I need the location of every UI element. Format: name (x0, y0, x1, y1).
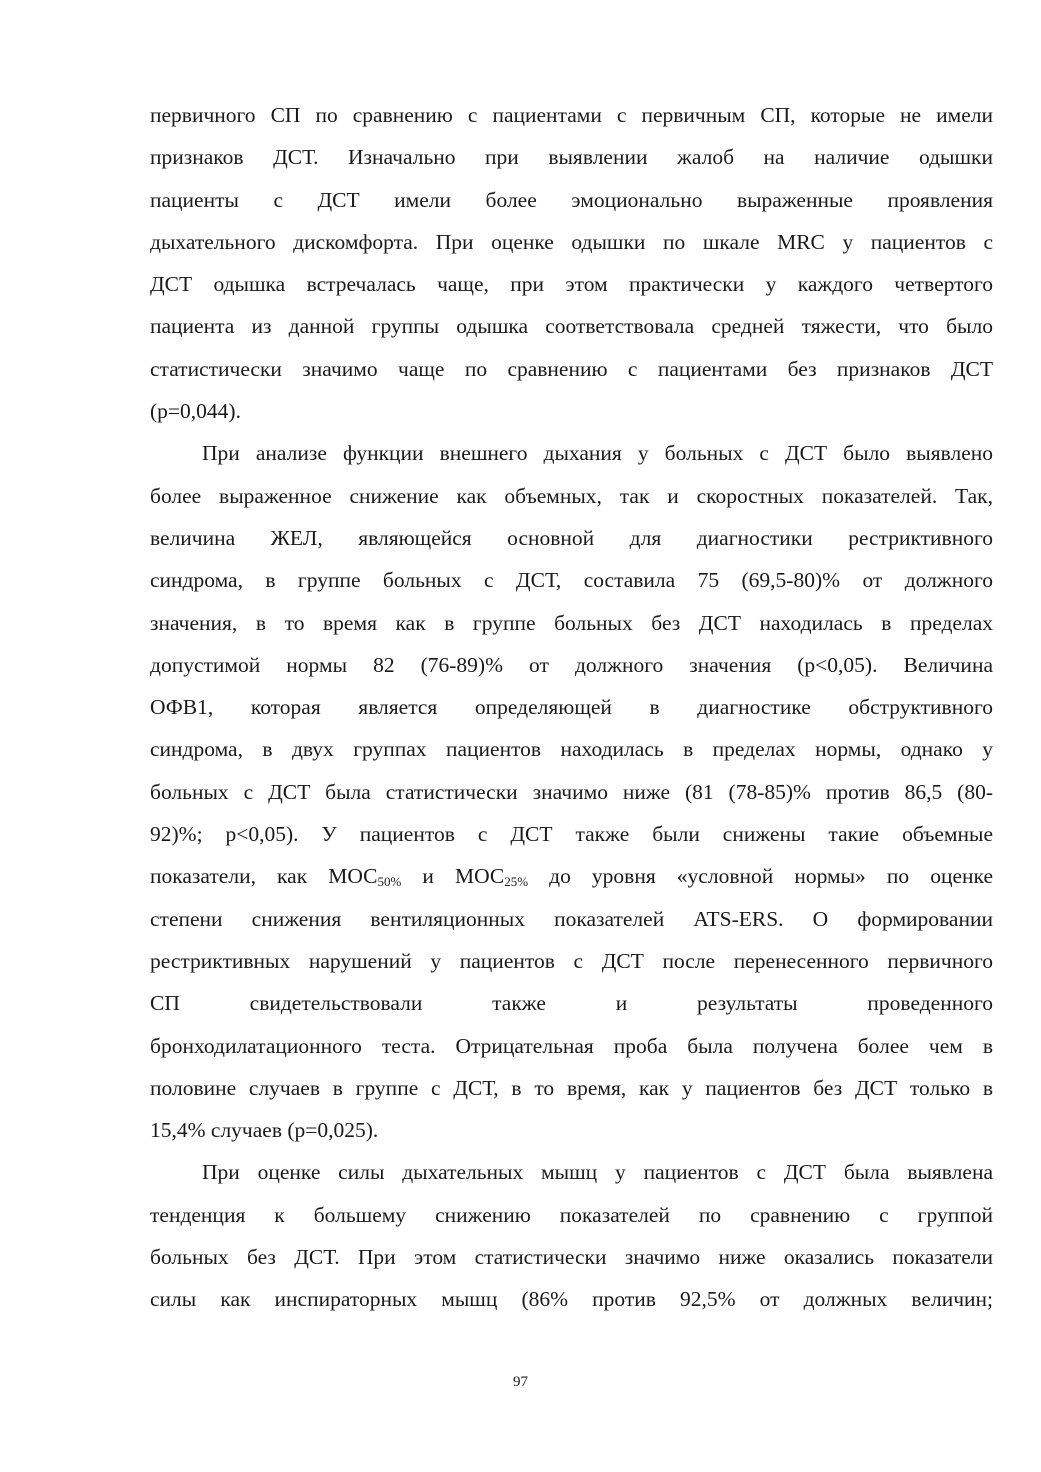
text-line: ОФВ1, которая является определяющей в диагностике обструктивного (150, 695, 993, 720)
subscript: 25% (504, 874, 529, 890)
text-line: признаков ДСТ. Изначально при выявлении жалоб на наличие одышки (150, 145, 993, 170)
text-line: первичного СП по сравнению с пациентами с первичным СП, которые не имели (150, 103, 993, 127)
text-segment: до уровня «условной нормы» по оценке (528, 864, 993, 889)
text-line: 92)%; p<0,05). У пациентов с ДСТ также были снижены такие объемные (150, 822, 993, 847)
text-segment: и МОС (401, 864, 505, 889)
text-line: синдрома, в двух группах пациентов находилась в пределах нормы, однако у (150, 737, 993, 762)
text-line: СП свидетельствовали также и результаты проведенного (150, 991, 993, 1016)
text-line: рестриктивных нарушений у пациентов с ДСТ после перенесенного первичного (150, 948, 993, 973)
text-line: бронходилатационного теста. Отрицательная проба была получена более чем в (150, 1033, 993, 1058)
text-line: статистически значимо чаще по сравнению с пациентами без признаков ДСТ (150, 356, 993, 381)
text-line: дыхательного дискомфорта. При оценке одышки по шкале MRC у пациентов с (150, 229, 993, 254)
text-line: больных с ДСТ была статистически значимо ниже (81 (78-85)% против 86,5 (80- (150, 779, 993, 804)
text-line: При анализе функции внешнего дыхания у больных с ДСТ было выявлено (202, 441, 993, 466)
text-line: величина ЖЕЛ, являющейся основной для диагностики рестриктивного (150, 525, 993, 550)
paragraph (150, 432, 993, 1151)
paragraph (150, 1151, 993, 1320)
text-line (150, 855, 993, 897)
text-line: пациенты с ДСТ имели более эмоционально выраженные проявления (150, 187, 993, 212)
paragraph (150, 94, 993, 432)
text-line: половине случаев в группе с ДСТ, в то время, как у пациентов без ДСТ только в (150, 1075, 993, 1100)
text-line: При оценке силы дыхательных мышц у пациентов с ДСТ была выявлена (202, 1160, 993, 1185)
text-line: степени снижения вентиляционных показателей ATS-ERS. О формировании (150, 906, 993, 931)
text-line: тенденция к большему снижению показателей по сравнению с группой (150, 1202, 993, 1227)
text-line: синдрома, в группе больных с ДСТ, составила 75 (69,5-80)% от должного (150, 568, 993, 593)
text-segment: показатели, как МОС (150, 864, 378, 889)
text-line: 15,4% случаев (p=0,025). (150, 1118, 379, 1143)
body-text (150, 94, 993, 1321)
subscript: 50% (377, 874, 402, 890)
text-line: больных без ДСТ. При этом статистически значимо ниже оказались показатели (150, 1245, 993, 1270)
text-line: значения, в то время как в группе больных без ДСТ находилась в пределах (150, 610, 993, 635)
text-line: ДСТ одышка встречалась чаще, при этом практически у каждого четвертого (150, 272, 993, 297)
page-number: 97 (513, 1374, 528, 1390)
text-line: силы как инспираторных мышц (86% против 92,5% от должных величин; (150, 1287, 993, 1312)
text-line: (p=0,044). (150, 399, 241, 424)
text-line: пациента из данной группы одышка соответствовала средней тяжести, что было (150, 314, 993, 339)
text-line: допустимой нормы 82 (76-89)% от должного значения (p<0,05). Величина (150, 652, 993, 677)
text-line: более выраженное снижение как объемных, так и скоростных показателей. Так, (150, 483, 993, 508)
